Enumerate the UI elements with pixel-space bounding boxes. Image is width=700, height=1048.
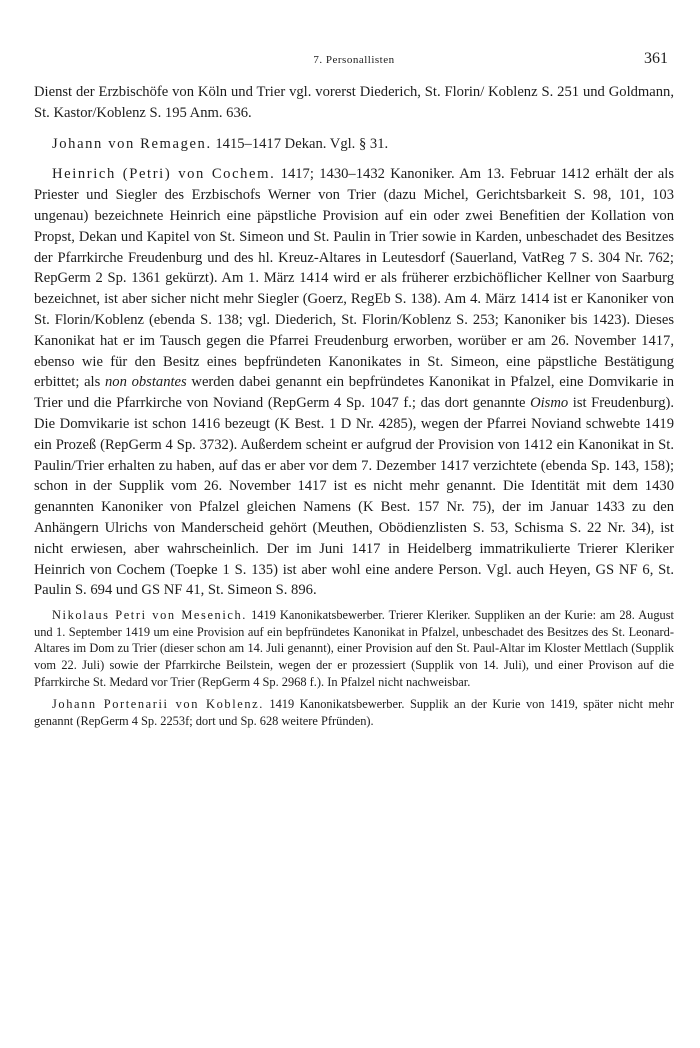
running-header xyxy=(34,50,674,80)
entry-text: 1419 Kanonikatsbewerber. Supplik an der Kurie von 1419, später nicht mehr genannt (RepGerm 4 Sp. 2253f; dort und Sp. 628 weitere Pfründen). xyxy=(34,697,674,728)
entry-name: Johann von Remagen. xyxy=(52,135,212,152)
paragraph-continuation xyxy=(34,82,674,124)
entry-text: werden dabei genannt ein bepfründetes Kanonikat in Pfalzel, eine Domvikarie in Trier und die Pfarrkirche von Noviand (RepGerm 4 Sp. 1047 f.; das dort genannte xyxy=(34,374,674,412)
main-text xyxy=(34,82,674,601)
entry-text: 1417; 1430–1432 Kanoniker. Am 13. Februar 1412 erhält der als Priester und Siegler des Erzbischofs Werner von Trier (dazu Michel, Gerichtsbarkeit S. 98, 101, 103 ungenau) bezeichnete Heinrich eine päpstliche Provision auf ein oder zwei Benefitien der Kollation von Propst, Dekan und Kapitel von St. Simeon und St. Paulin in Trier sowie in Karden, unbeschadet des Besitzes der Pfarrkirche Freudenburg und des hl. Kreuz-Altares in Leutesdorf (Sauerland, VatReg 7 S. 304 Nr. 762; RepGerm 2 Sp. 1361 gekürzt). Am 1. März 1414 wird er als früherer erzbichöflicher Kellner von Saarburg bezeichnet, ist aber sicher nicht mehr Siegler (Goerz, RegEb S. 138). Am 4. März 1414 ist er Kanoniker von St. Florin/Koblenz (ebenda S. 138; vgl. Diederich, St. Florin/Koblenz S. 253; Kanoniker bis 1423). Dieses Kanonikat hat er im Tausch gegen die Pfarrei Freudenburg erworben, worüber er am 26. November 1417, ebenso wie für den Besitz eines bepfründeten Kanonikates in St. Simeon, eine päpstliche Bestätigung erbittet; als xyxy=(34,166,674,391)
entry-nikolaus-petri-von-mesenich xyxy=(34,607,674,690)
entry-johann-portenarii-von-koblenz xyxy=(34,696,674,729)
entry-johann-von-remagen xyxy=(34,134,674,155)
entry-italic: non obstantes xyxy=(105,374,187,391)
entry-text: 1419 Kanonikatsbewerber. Trierer Kleriker. Suppliken an der Kurie: am 28. August und 1. September 1419 um eine Provision auf ein bepfründetes Kanonikat in Pfalzel, unbeschadet des Besitzes des St. Leonard-Altares im Dom zu Trier (dieser schon am 14. Juli genannt), einer Provision auf den St. Paul-Altar im Kloster Mettlach (Supplik vom 22. Juli) sowie der Pfarrkirche Beilstein, wegen der er prozessiert (Supplik von 14. Juli), und einer Provison auf die Pfarrkirche St. Medard vor Trier (RepGerm 4 Sp. 2968 f.). In Pfalzel nicht nachweisbar. xyxy=(34,608,674,689)
entry-name: Nikolaus Petri von Mesenich. xyxy=(52,608,247,623)
entry-heinrich-von-cochem xyxy=(34,164,674,601)
entry-text: 1415–1417 Dekan. Vgl. § 31. xyxy=(211,135,389,152)
entry-text: ist Freudenburg). Die Domvikarie ist schon 1416 bezeugt (K Best. 1 D Nr. 4285), wegen der Pfarrei Noviand schwebte 1419 ein Prozeß (RepGerm 4 Sp. 3732). Außerdem scheint er aufgrud der Provision von 1412 ein Kanonikat in St. Paulin/Trier erhalten zu haben, auf das er aber vor dem 7. Dezember 1417 verzichtete (ebenda Sp. 143, 158); schon in der Supplik vom 26. November 1417 ist es nicht mehr genannt. Die Identität mit dem 1430 genannten Kanoniker von Pfalzel gleichen Namens (K Best. 157 Nr. 75), der im Januar 1433 zu den Anhängern Ulrichs von Manderscheid gehört (Meuthen, Obödienzlisten S. 53, Schisma S. 22 Nr. 34), ist nicht erwiesen, aber wahrscheinlich. Der im Juni 1417 in Heidelberg immatrikulierte Trierer Kleriker Heinrich von Cochem (Toepke 1 S. 135) ist aber wohl eine andere Person. Vgl. auch Heyen, GS NF 6, St. Paulin S. 694 und GS NF 41, St. Simeon S. 896. xyxy=(34,395,674,599)
entry-name: Johann Portenarii von Koblenz. xyxy=(52,697,264,712)
running-title: 7. Personallisten xyxy=(313,54,395,66)
entry-italic: Oismo xyxy=(530,395,569,412)
paragraph-text: Dienst der Erzbischöfe von Köln und Trier vgl. vorerst Diederich, St. Florin/ Koblenz S. 251 und Goldmann, St. Kastor/Koblenz S. 195 Anm. 636. xyxy=(34,84,674,121)
book-page xyxy=(34,0,674,729)
entry-name: Heinrich (Petri) von Cochem. xyxy=(52,166,276,183)
page-number: 361 xyxy=(644,50,668,67)
small-print-entries xyxy=(34,607,674,729)
